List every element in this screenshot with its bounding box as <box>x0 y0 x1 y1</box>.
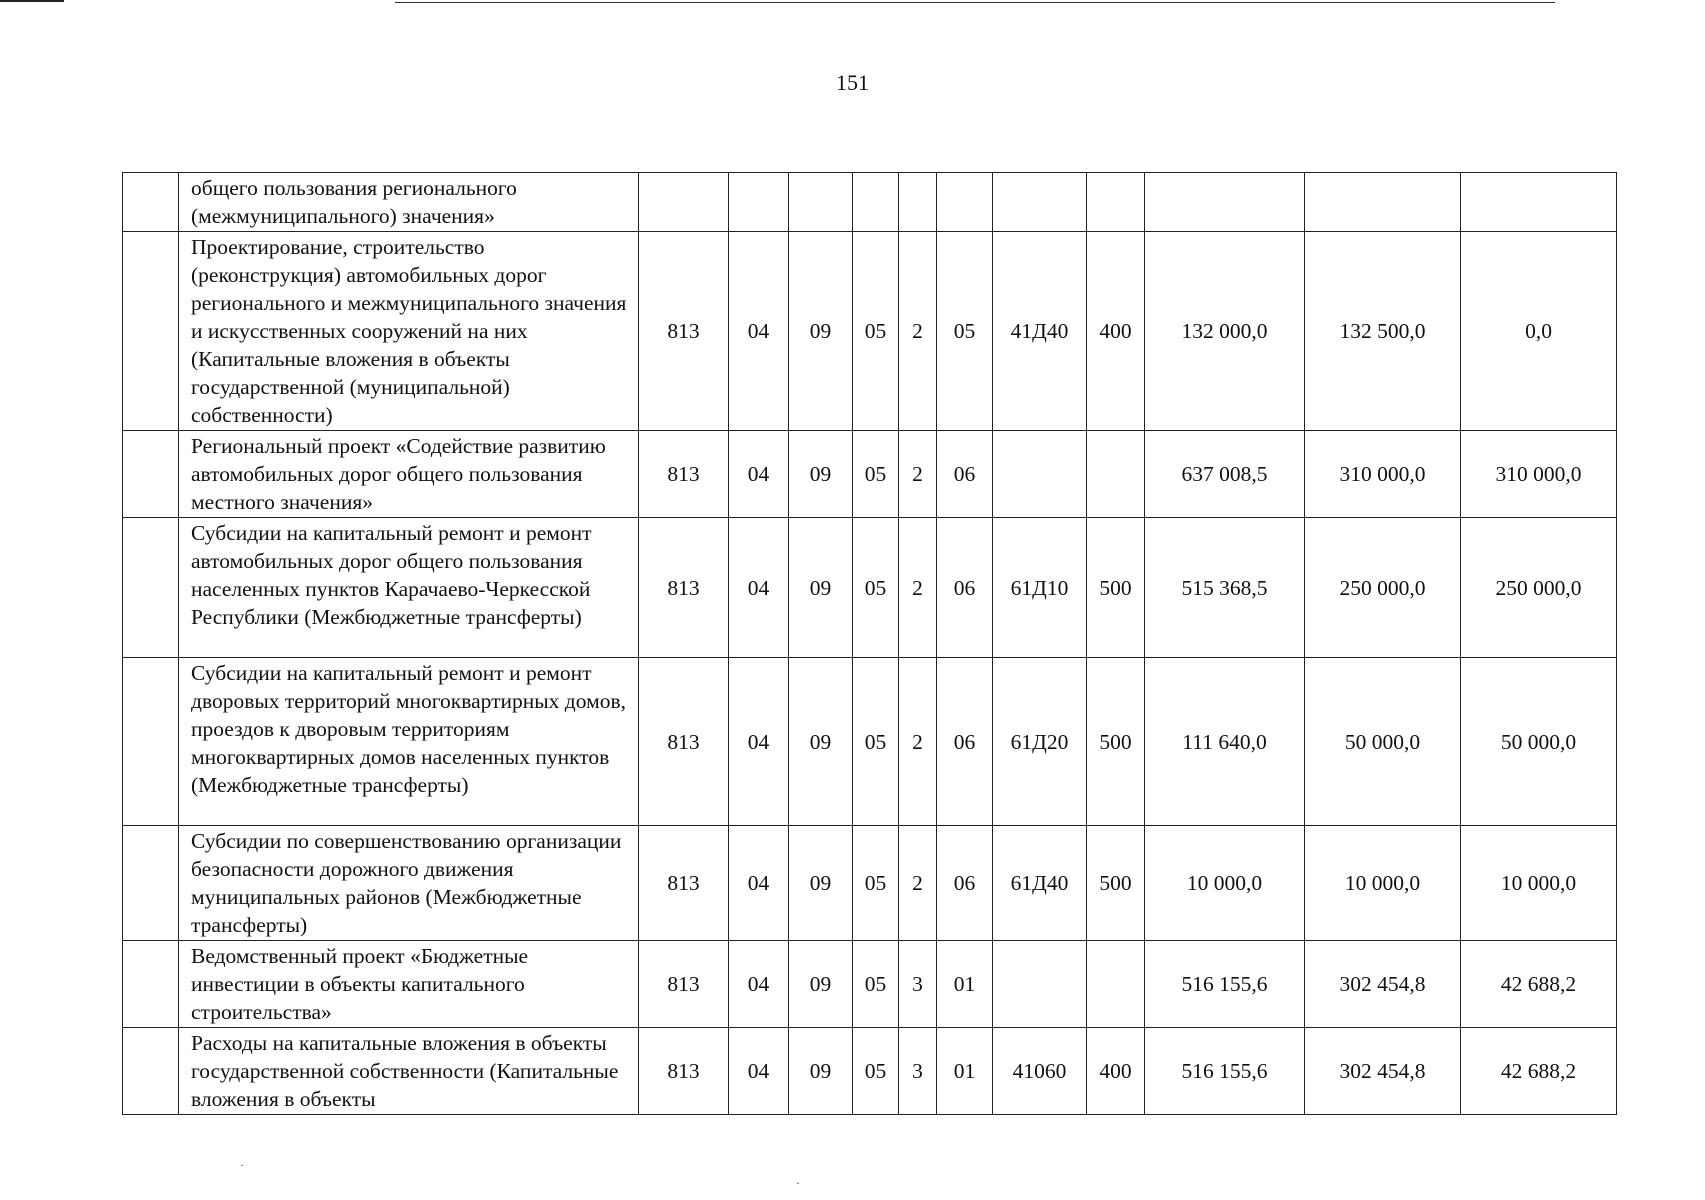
code-type: 2 <box>899 431 937 518</box>
code-type: 2 <box>899 518 937 658</box>
row-index-cell <box>123 941 179 1028</box>
code-program: 05 <box>853 232 899 431</box>
code-direction: 61Д20 <box>993 658 1087 826</box>
sum-year-3: 42 688,2 <box>1461 1028 1617 1115</box>
row-index-cell <box>123 431 179 518</box>
code-pr: 09 <box>789 658 853 826</box>
code-program: 05 <box>853 1028 899 1115</box>
row-index-cell <box>123 518 179 658</box>
code-project: 06 <box>937 431 993 518</box>
code-type: 3 <box>899 941 937 1028</box>
code-vr <box>1087 431 1145 518</box>
code-direction <box>993 941 1087 1028</box>
table-row <box>123 173 1617 232</box>
code-vr: 400 <box>1087 232 1145 431</box>
code-rz: 04 <box>729 658 789 826</box>
table-row <box>123 232 1617 431</box>
sum-year-1: 132 000,0 <box>1145 232 1305 431</box>
code-pr <box>789 173 853 232</box>
code-vr: 500 <box>1087 518 1145 658</box>
code-type: 2 <box>899 658 937 826</box>
code-rz: 04 <box>729 826 789 941</box>
sum-year-1: 516 155,6 <box>1145 941 1305 1028</box>
table-row <box>123 431 1617 518</box>
code-rz: 04 <box>729 1028 789 1115</box>
table-row <box>123 826 1617 941</box>
sum-year-3: 50 000,0 <box>1461 658 1617 826</box>
sum-year-2: 302 454,8 <box>1305 941 1461 1028</box>
code-project: 01 <box>937 941 993 1028</box>
sum-year-2: 250 000,0 <box>1305 518 1461 658</box>
sum-year-2: 10 000,0 <box>1305 826 1461 941</box>
code-rz: 04 <box>729 941 789 1028</box>
code-vr <box>1087 173 1145 232</box>
code-pr: 09 <box>789 826 853 941</box>
code-pr: 09 <box>789 232 853 431</box>
expense-name: Региональный проект «Содействие развитию автомобильных дорог общего пользования местного значения» <box>179 431 639 518</box>
sum-year-1: 10 000,0 <box>1145 826 1305 941</box>
row-index-cell <box>123 232 179 431</box>
code-gr: 813 <box>639 232 729 431</box>
code-type: 3 <box>899 1028 937 1115</box>
row-index-cell <box>123 826 179 941</box>
code-program: 05 <box>853 431 899 518</box>
code-program <box>853 173 899 232</box>
expense-name: Субсидии по совершенствованию организации безопасности дорожного движения муниципальных районов (Межбюджетные трансферты) <box>179 826 639 941</box>
sum-year-2: 132 500,0 <box>1305 232 1461 431</box>
code-direction <box>993 173 1087 232</box>
code-vr: 500 <box>1087 826 1145 941</box>
code-rz <box>729 173 789 232</box>
code-gr: 813 <box>639 1028 729 1115</box>
sum-year-2: 302 454,8 <box>1305 1028 1461 1115</box>
row-index-cell <box>123 173 179 232</box>
sum-year-1: 515 368,5 <box>1145 518 1305 658</box>
code-type: 2 <box>899 232 937 431</box>
expense-name: Ведомственный проект «Бюджетные инвестиции в объекты капитального строительства» <box>179 941 639 1028</box>
code-pr: 09 <box>789 1028 853 1115</box>
sum-year-1 <box>1145 173 1305 232</box>
sum-year-2: 310 000,0 <box>1305 431 1461 518</box>
sum-year-1: 637 008,5 <box>1145 431 1305 518</box>
code-gr: 813 <box>639 941 729 1028</box>
code-direction: 41Д40 <box>993 232 1087 431</box>
code-pr: 09 <box>789 941 853 1028</box>
sum-year-3 <box>1461 173 1617 232</box>
code-vr: 500 <box>1087 658 1145 826</box>
code-rz: 04 <box>729 518 789 658</box>
sum-year-3: 250 000,0 <box>1461 518 1617 658</box>
table-row <box>123 1028 1617 1115</box>
code-project: 05 <box>937 232 993 431</box>
table-row <box>123 658 1617 826</box>
code-vr: 400 <box>1087 1028 1145 1115</box>
code-program: 05 <box>853 658 899 826</box>
code-gr: 813 <box>639 658 729 826</box>
code-project: 06 <box>937 658 993 826</box>
sum-year-3: 310 000,0 <box>1461 431 1617 518</box>
code-vr <box>1087 941 1145 1028</box>
page-number: 151 <box>836 70 869 95</box>
sum-year-3: 0,0 <box>1461 232 1617 431</box>
code-project: 01 <box>937 1028 993 1115</box>
expense-name: Расходы на капитальные вложения в объекты государственной собственности (Капитальные вложения в объекты <box>179 1028 639 1115</box>
sum-year-3: 42 688,2 <box>1461 941 1617 1028</box>
code-program: 05 <box>853 941 899 1028</box>
sum-year-3: 10 000,0 <box>1461 826 1617 941</box>
code-rz: 04 <box>729 431 789 518</box>
sum-year-2: 50 000,0 <box>1305 658 1461 826</box>
code-type: 2 <box>899 826 937 941</box>
expense-name: Субсидии на капитальный ремонт и ремонт дворовых территорий многоквартирных домов, проездов к дворовым территориям многоквартирных домов населенных пунктов (Межбюджетные трансферты) <box>179 658 639 826</box>
sum-year-1: 516 155,6 <box>1145 1028 1305 1115</box>
table-row <box>123 518 1617 658</box>
code-direction: 61Д40 <box>993 826 1087 941</box>
code-type <box>899 173 937 232</box>
code-gr: 813 <box>639 431 729 518</box>
code-gr: 813 <box>639 518 729 658</box>
code-pr: 09 <box>789 431 853 518</box>
sum-year-2 <box>1305 173 1461 232</box>
code-rz: 04 <box>729 232 789 431</box>
expense-name: Субсидии на капитальный ремонт и ремонт автомобильных дорог общего пользования населенных пунктов Карачаево-Черкесской Республики (Межбюджетные трансферты) <box>179 518 639 658</box>
header-rule <box>395 2 1555 3</box>
scan-speck: · <box>796 1176 800 1190</box>
code-pr: 09 <box>789 518 853 658</box>
code-direction: 61Д10 <box>993 518 1087 658</box>
sum-year-1: 111 640,0 <box>1145 658 1305 826</box>
code-direction <box>993 431 1087 518</box>
expense-name: Проектирование, строительство (реконструкция) автомобильных дорог регионального и межмуниципального значения и искусственных сооружений на них (Капитальные вложения в объекты государственной (муниципальной) собственности) <box>179 232 639 431</box>
scan-speck: · <box>240 1158 244 1172</box>
table-row <box>123 941 1617 1028</box>
code-direction: 41060 <box>993 1028 1087 1115</box>
row-index-cell <box>123 658 179 826</box>
code-gr <box>639 173 729 232</box>
code-program: 05 <box>853 826 899 941</box>
code-project: 06 <box>937 518 993 658</box>
budget-table <box>122 172 1617 1115</box>
code-project <box>937 173 993 232</box>
code-gr: 813 <box>639 826 729 941</box>
expense-name: общего пользования регионального (межмуниципального) значения» <box>179 173 639 232</box>
header-rule-left <box>0 0 64 2</box>
code-project: 06 <box>937 826 993 941</box>
code-program: 05 <box>853 518 899 658</box>
row-index-cell <box>123 1028 179 1115</box>
